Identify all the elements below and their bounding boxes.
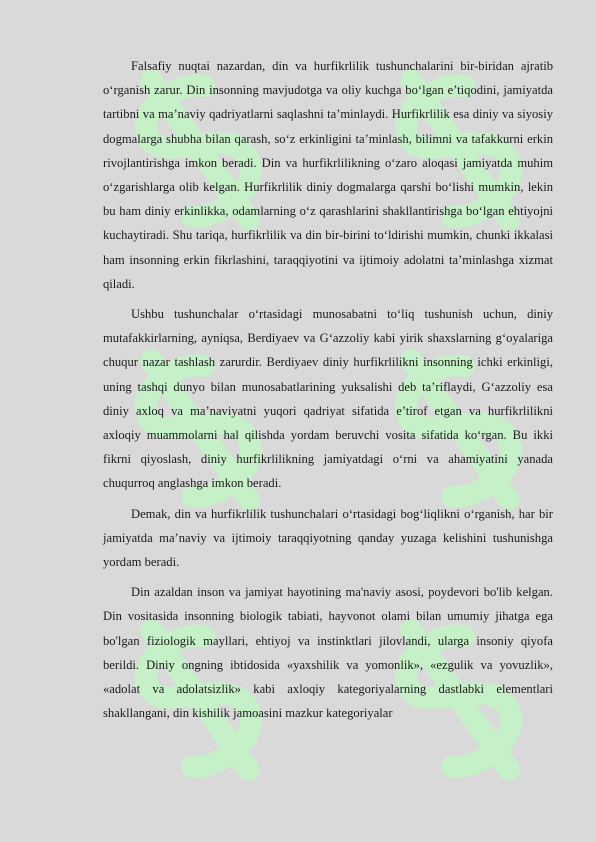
paragraph: Ushbu tushunchalar o‘rtasidagi munosabatni to‘liq tushunish uchun, diniy mutafakkirlarning, ayniqsa, Berdiyaev va G‘azzoliy kabi yirik shaxslarning g‘oyalariga chuqur nazar tashlash zarurdir. Berdiyaev diniy hurfikrlilikni insonning ichki erkinligi, uning tashqi dunyo bilan munosabatlarining yuksalishi deb ta’riflaydi, G‘azzoliy esa diniy axloq va ma’naviyatni yuqori qadriyat sifatida e’tirof etgan va hurfikrlilikni axloqiy muammolarni hal qilishda yordam beruvchi vosita sifatida ko‘rgan. Bu ikki fikrni qiyoslash, diniy hurfikrlilikning jamiyatdagi o‘rni va ahamiyatini yanada chuqurroq anglashga imkon beradi.: [103, 307, 553, 491]
document-body: [103, 54, 553, 731]
paragraph: Demak, din va hurfikrlilik tushunchalari o‘rtasidagi bog‘liqlikni o‘rganish, har bir jamiyatda ma’naviy va ijtimoiy taraqqiyotning qanday yuzaga kelishini tushunishga yordam beradi.: [103, 506, 553, 570]
paragraph: Din azaldan inson va jamiyat hayotining ma'naviy asosi, poydevori bo'lib kelgan. Din vositasida insonning biologik tabiati, hayvonot olami bilan umumiy jihatga ega bo'lgan fiziologik mayllari, ehtiyoj va instinktlari jilovlandi, ularga insoniy qiyofa berildi. Diniy ongning ibtidosida «yaxshilik va yomonlik», «ezgulik va yovuzlik», «adolat va adolatsizlik» kabi axloqiy kategoriyalarning dastlabki elementlari shakllangani, din kishilik jamoasini mazkur kategoriyalar: [103, 585, 553, 721]
paragraph: Falsafiy nuqtai nazardan, din va hurfikrlilik tushunchalarini bir-biridan ajratib o‘rganish zarur. Din insonning mavjudotga va oliy kuchga bo‘lgan e’tiqodini, jamiyatda tartibni va ma’naviy qadriyatlarni saqlashni ta’minlaydi. Hurfikrlilik esa diniy va siyosiy dogmalarga shubha bilan qarash, so‘z erkinligini ta’minlash, bilimni va tafakkurni erkin rivojlantirishga imkon beradi. Din va hurfikrlilikning o‘zaro aloqasi jamiyatda muhim o‘zgarishlarga olib kelgan. Hurfikrlilik diniy dogmalarga qarshi bo‘lishi mumkin, lekin bu ham diniy erkinlikka, odamlarning o‘z qarashlarini shakllantirishga bo‘lgan ehtiyojni kuchaytiradi. Shu tariqa, hurfikrlilik va din bir-birini to‘ldirishi mumkin, chunki ikkalasi ham insonning erkin fikrlashini, taraqqiyotini va ijtimoiy adolatni ta’minlashga xizmat qiladi.: [103, 59, 553, 291]
